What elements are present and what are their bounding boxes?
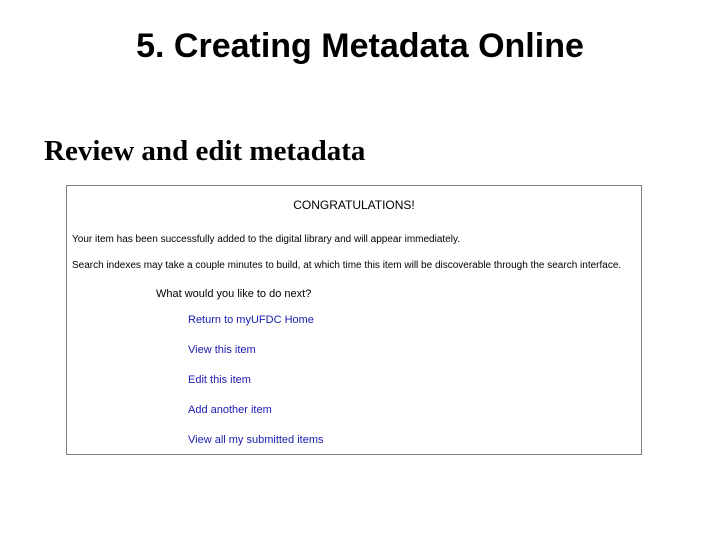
add-another-item-link[interactable]: Add another item xyxy=(188,404,272,416)
view-submitted-items-link[interactable]: View all my submitted items xyxy=(188,434,324,446)
congratulations-heading: CONGRATULATIONS! xyxy=(293,198,415,212)
option-edit-item xyxy=(188,374,324,404)
next-step-options xyxy=(188,314,324,464)
option-view-submitted xyxy=(188,434,324,464)
confirmation-panel xyxy=(66,185,642,455)
option-return-home-item xyxy=(188,314,324,344)
view-item-link[interactable]: View this item xyxy=(188,344,256,356)
option-add-item xyxy=(188,404,324,434)
return-home-link[interactable]: Return to myUFDC Home xyxy=(188,314,314,326)
success-message: Your item has been successfully added to the digital library and will appear immediately. xyxy=(72,234,460,245)
indexing-message: Search indexes may take a couple minutes to build, at which time this item will be discoverable through the search interface. xyxy=(72,260,622,271)
next-step-prompt: What would you like to do next? xyxy=(156,288,312,300)
edit-item-link[interactable]: Edit this item xyxy=(188,374,251,386)
slide-subtitle: Review and edit metadata xyxy=(44,135,366,167)
slide-title: 5. Creating Metadata Online xyxy=(136,27,584,65)
option-view-item xyxy=(188,344,324,374)
